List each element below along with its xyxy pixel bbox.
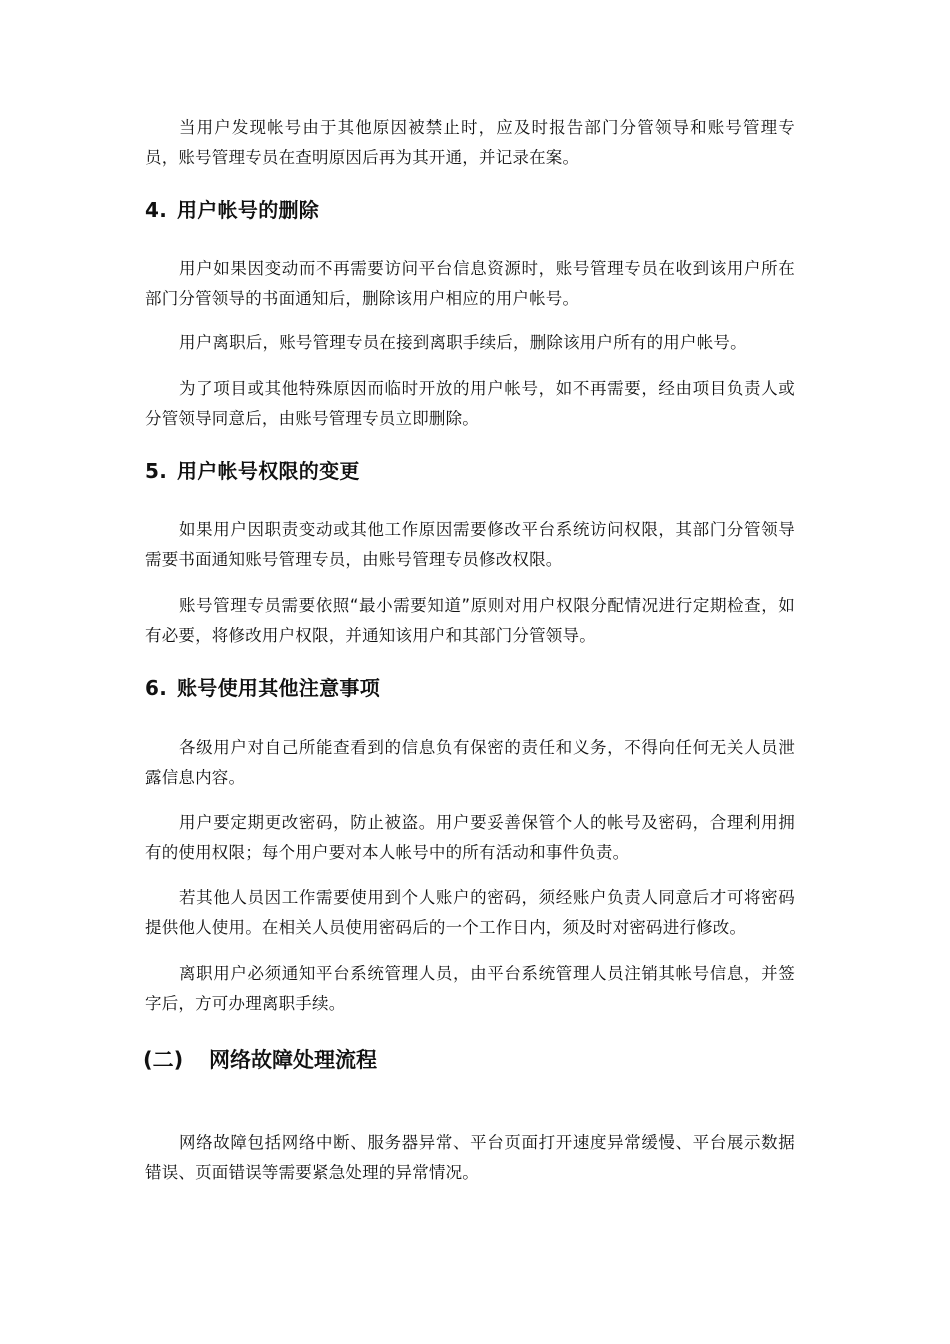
paragraph-password-sharing: 若其他人员因工作需要使用到个人账户的密码，须经账户负责人同意后才可将密码提供他人使用。在相关人员使用密码后的一个工作日内，须及时对密码进行修改。 xyxy=(145,888,795,937)
heading-permission-change xyxy=(145,456,795,486)
paragraph-temporary-accounts: 为了项目或其他特殊原因而临时开放的用户帐号，如不再需要，经由项目负责人或分管领导同意后，由账号管理专员立即删除。 xyxy=(145,379,795,428)
heading-title: 账号使用其他注意事项 xyxy=(177,676,380,700)
section-heading-network-fault xyxy=(143,1044,793,1076)
heading-number: 4. xyxy=(145,198,168,222)
paragraph-network-fault-scope: 网络故障包括网络中断、服务器异常、平台页面打开速度异常缓慢、平台展示数据错误、页面错误等需要紧急处理的异常情况。 xyxy=(145,1133,795,1182)
paragraph-deletion-on-resign: 用户离职后，账号管理专员在接到离职手续后，删除该用户所有的用户帐号。 xyxy=(179,333,747,352)
section-title: 网络故障处理流程 xyxy=(209,1048,377,1072)
paragraph-confidentiality: 各级用户对自己所能查看到的信息负有保密的责任和义务，不得向任何无关人员泄露信息内容。 xyxy=(145,738,795,787)
heading-title: 用户帐号的删除 xyxy=(177,198,320,222)
paragraph-deletion-on-change: 用户如果因变动而不再需要访问平台信息资源时，账号管理专员在收到该用户所在部门分管领导的书面通知后，删除该用户相应的用户帐号。 xyxy=(145,259,795,308)
section-number: (二) xyxy=(143,1048,184,1072)
paragraph-resign-procedure: 离职用户必须通知平台系统管理人员，由平台系统管理人员注销其帐号信息，并签字后，方可办理离职手续。 xyxy=(145,964,795,1013)
heading-title: 用户帐号权限的变更 xyxy=(177,459,360,483)
paragraph-permission-modify: 如果用户因职责变动或其他工作原因需要修改平台系统访问权限，其部门分管领导需要书面通知账号管理专员，由账号管理专员修改权限。 xyxy=(145,520,795,569)
heading-number: 5. xyxy=(145,459,168,483)
paragraph-account-disabled: 当用户发现帐号由于其他原因被禁止时，应及时报告部门分管领导和账号管理专员，账号管理专员在查明原因后再为其开通，并记录在案。 xyxy=(145,118,795,167)
heading-account-deletion xyxy=(145,195,795,225)
heading-number: 6. xyxy=(145,676,168,700)
paragraph-password-change: 用户要定期更改密码，防止被盗。用户要妥善保管个人的帐号及密码，合理利用拥有的使用权限；每个用户要对本人帐号中的所有活动和事件负责。 xyxy=(145,813,795,862)
heading-other-notes xyxy=(145,673,795,703)
paragraph-least-privilege: 账号管理专员需要依照“最小需要知道”原则对用户权限分配情况进行定期检查，如有必要，将修改用户权限，并通知该用户和其部门分管领导。 xyxy=(145,596,795,645)
